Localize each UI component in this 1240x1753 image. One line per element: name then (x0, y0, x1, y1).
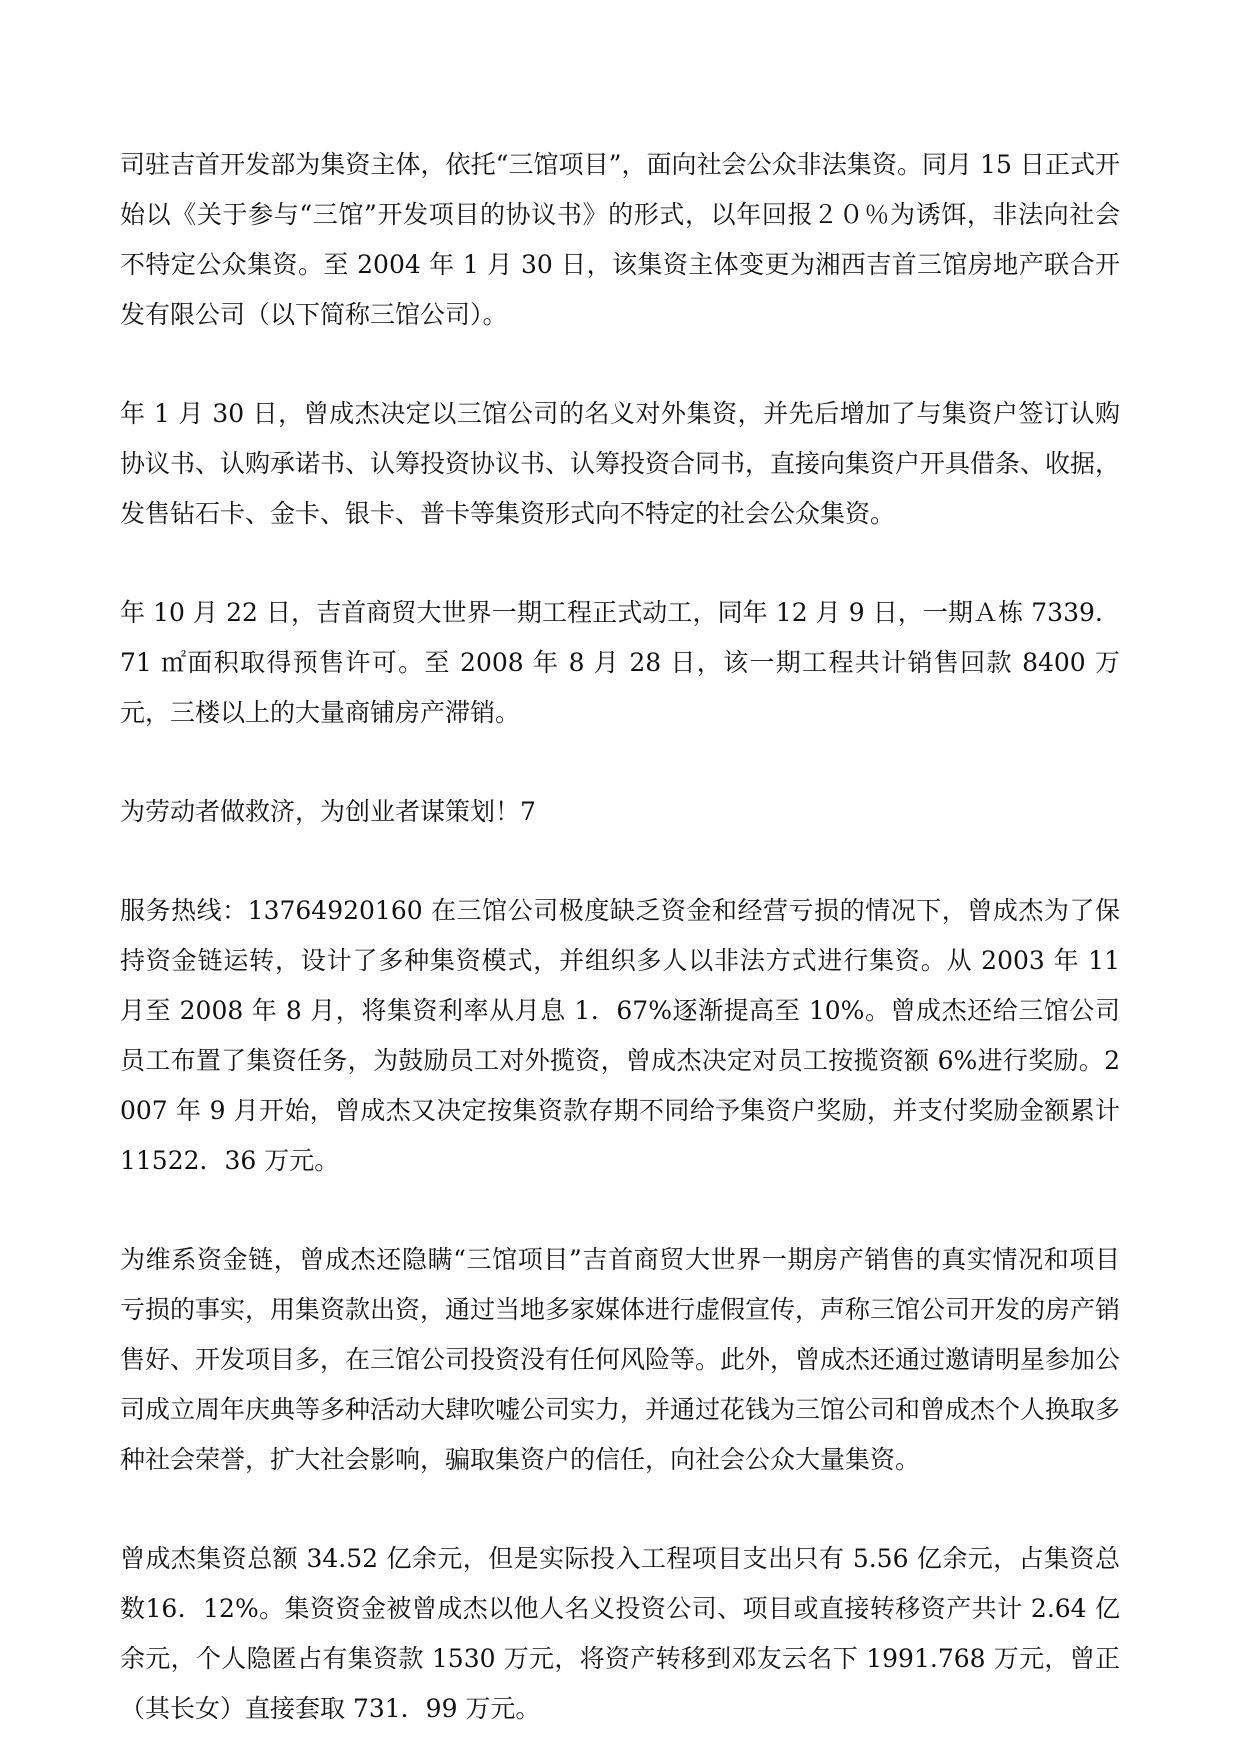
paragraph-2: 年 1 月 30 日，曾成杰决定以三馆公司的名义对外集资，并先后增加了与集资户签订认购协议书、认购承诺书、认筹投资协议书、认筹投资合同书，直接向集资户开具借条、收据，发售钻石卡、金卡、银卡、普卡等集资形式向不特定的社会公众集资。 (120, 399, 1121, 528)
paragraph-3: 年 10 月 22 日，吉首商贸大世界一期工程正式动工，同年 12 月 9 日，一期Ａ栋 7339．71 ㎡面积取得预售许可。至 2008 年 8 月 28 日，该一期工程共计销售回款 8400 万元，三楼以上的大量商铺房产滞销。 (120, 598, 1120, 727)
paragraph-6: 为维系资金链，曾成杰还隐瞒“三馆项目”吉首商贸大世界一期房产销售的真实情况和项目亏损的事实，用集资款出资，通过当地多家媒体进行虚假宣传，声称三馆公司开发的房产销售好、开发项目多，在三馆公司投资没有任何风险等。此外，曾成杰还通过邀请明星参加公司成立周年庆典等多种活动大肆吹嘘公司实力，并通过花钱为三馆公司和曾成杰个人换取多种社会荣誉，扩大社会影响，骗取集资户的信任，向社会公众大量集资。 (120, 1245, 1121, 1474)
paragraph-4: 为劳动者做救济，为创业者谋策划！7 (120, 797, 536, 826)
paragraph-7: 曾成杰集资总额 34.52 亿余元，但是实际投入工程项目支出只有 5.56 亿余元，占集资总数16．12%。集资资金被曾成杰以他人名义投资公司、项目或直接转移资产共计 2.64 亿余元，个人隐匿占有集资款 1530 万元，将资产转移到邓友云名下 1991.768 万元，曾正（其长女）直接套取 731．99 万元。 (120, 1544, 1120, 1723)
paragraph-5: 服务热线：13764920160 在三馆公司极度缺乏资金和经营亏损的情况下，曾成杰为了保持资金链运转，设计了多种集资模式，并组织多人以非法方式进行集资。从 2003 年 11 月至 2008 年 8 月，将集资利率从月息 1．67%逐渐提高至 10%。曾成杰还给三馆公司员工布置了集资任务，为鼓励员工对外揽资，曾成杰决定对员工按揽资额 6%进行奖励。2007 年 9 月开始，曾成杰又决定按集资款存期不同给予集资户奖励，并支付奖励金额累计 11522．36 万元。 (120, 896, 1120, 1175)
paragraph-1: 司驻吉首开发部为集资主体，依托“三馆项目”，面向社会公众非法集资。同月 15 日正式开始以《关于参与“三馆”开发项目的协议书》的形式，以年回报２０％为诱饵，非法向社会不特定公众集资。至 2004 年 1 月 30 日，该集资主体变更为湘西吉首三馆房地产联合开发有限公司（以下简称三馆公司）。 (120, 150, 1120, 329)
